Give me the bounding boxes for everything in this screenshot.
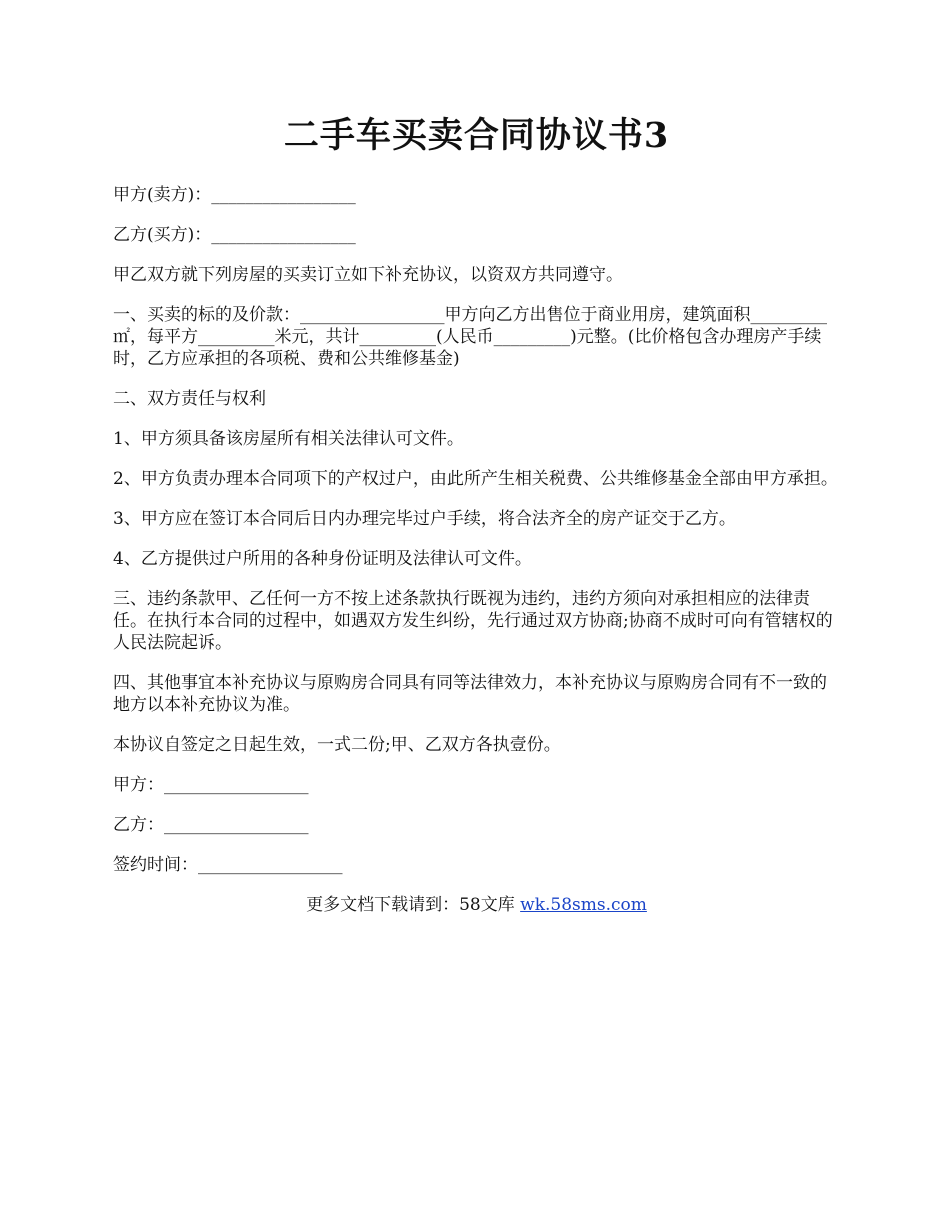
intro-paragraph: 甲乙双方就下列房屋的买卖订立如下补充协议，以资双方共同遵守。 bbox=[113, 265, 623, 285]
footer bbox=[113, 894, 840, 916]
party-b-buyer-line: 乙方(买方)：_________________ bbox=[113, 225, 356, 245]
signature-party-b: 乙方：_________________ bbox=[113, 815, 309, 835]
footer-text: 更多文档下载请到：58文库 bbox=[306, 895, 521, 915]
clause-3-breach: 三、违约条款甲、乙任何一方不按上述条款执行既视为违约，违约方须向对承担相应的法律责任。在执行本合同的过程中，如遇双方发生纠纷，先行通过双方协商;协商不成时可向有管辖权的人民法院起诉。 bbox=[113, 589, 833, 653]
footer-link[interactable]: wk.58sms.com bbox=[520, 895, 647, 915]
clause-1-subject-price: 一、买卖的标的及价款：_________________甲方向乙方出售位于商业用房，建筑面积_________㎡，每平方_________米元，共计_________(人民币_________)元整。(比价格包含办理房产手续时，乙方应承担的各项税、费和公共维修基金) bbox=[113, 305, 827, 369]
signature-party-a: 甲方：_________________ bbox=[113, 775, 309, 795]
clause-2-heading: 二、双方责任与权利 bbox=[113, 389, 266, 409]
signing-date: 签约时间：_________________ bbox=[113, 855, 343, 875]
clause-2-item-3: 3、甲方应在签订本合同后日内办理完毕过户手续，将合法齐全的房产证交于乙方。 bbox=[113, 509, 736, 529]
clause-2-item-1: 1、甲方须具备该房屋所有相关法律认可文件。 bbox=[113, 429, 464, 449]
clause-2-item-2: 2、甲方负责办理本合同项下的产权过户，由此所产生相关税费、公共维修基金全部由甲方承担。 bbox=[113, 469, 838, 489]
clause-4-other: 四、其他事宜本补充协议与原购房合同具有同等法律效力，本补充协议与原购房合同有不一致的地方以本补充协议为准。 bbox=[113, 673, 827, 715]
effective-clause: 本协议自签定之日起生效，一式二份;甲、乙双方各执壹份。 bbox=[113, 735, 561, 755]
document-title: 二手车买卖合同协议书3 bbox=[283, 115, 670, 156]
clause-2-item-4: 4、乙方提供过户所用的各种身份证明及法律认可文件。 bbox=[113, 549, 532, 569]
party-a-seller-line: 甲方(卖方)：_________________ bbox=[113, 185, 356, 205]
